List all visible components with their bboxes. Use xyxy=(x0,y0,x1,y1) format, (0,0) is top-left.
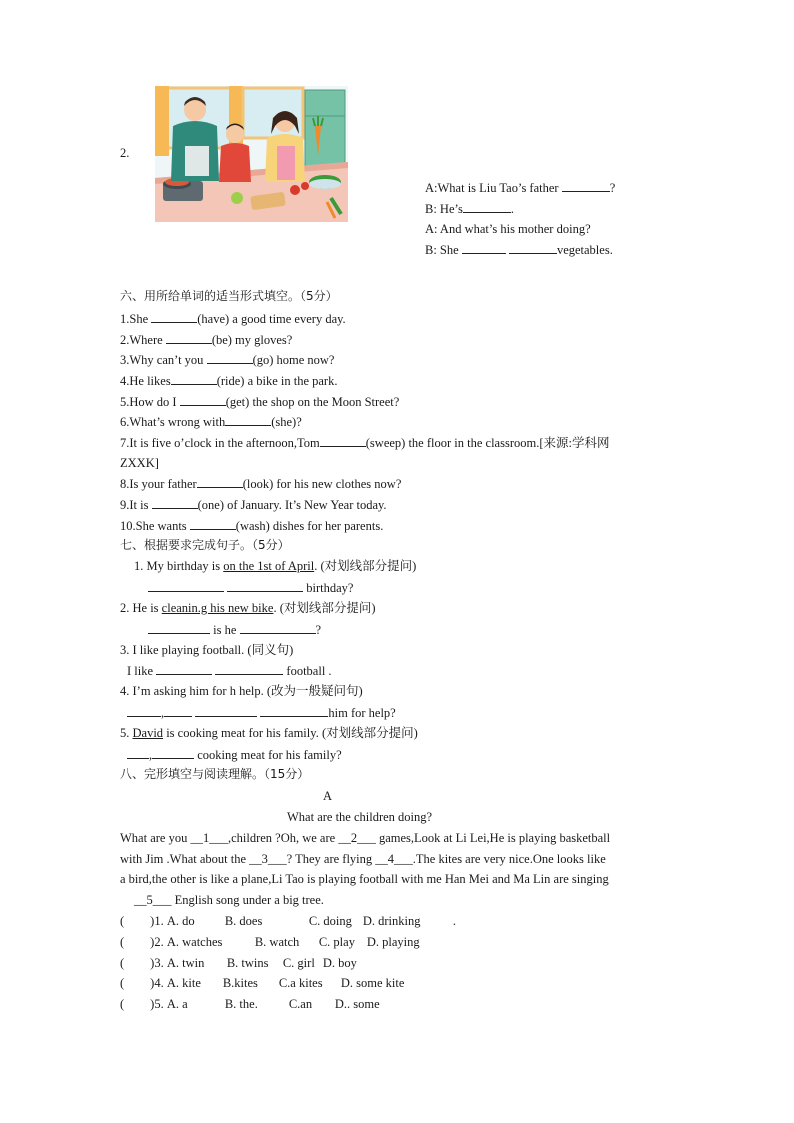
passage-line-3: a bird,the other is like a plane,Li Tao is playing football with me Han Mei and Ma Lin are singing xyxy=(120,872,609,886)
option[interactable]: A. a xyxy=(166,997,188,1011)
s7-q1: 1. My birthday is on the 1st of April. (对划线部分提问) xyxy=(134,559,417,573)
option[interactable]: D.. some xyxy=(334,997,380,1011)
section8-heading: 八、完形填空与阅读理解。（15分） xyxy=(120,767,310,781)
passage-line-2: with Jim .What about the __3___? They are flying __4___.The kites are very nice.One looks like xyxy=(120,852,606,866)
choice-row-2: ( )2. A. watches B. watch C. play D. playing xyxy=(120,935,437,950)
s6-item-10: 10.She wants (wash) dishes for her parents. xyxy=(120,519,384,533)
choice-row-3: ( )3. A. twin B. twins C. girl D. boy xyxy=(120,956,373,971)
option[interactable]: D. playing xyxy=(366,935,420,949)
dialogue-line-3: A: And what’s his mother doing? xyxy=(425,222,591,236)
s6-item-7-cont: ZXXK] xyxy=(120,456,159,470)
dialogue-line-2: B: He’s . xyxy=(425,202,514,216)
choice-row-4: ( )4. A. kite B.kites C.a kites D. some kite xyxy=(120,976,421,991)
section6-heading: 六、用所给单词的适当形式填空。（5分） xyxy=(120,289,338,303)
s7-q1-answer: birthday? xyxy=(148,580,353,596)
option[interactable]: D. drinking xyxy=(362,914,421,928)
option[interactable]: C. doing xyxy=(308,914,352,928)
option[interactable]: D. some kite xyxy=(340,976,405,990)
s7-q4: 4. I’m asking him for h help. (改为一般疑问句) xyxy=(120,684,363,698)
s7-q4-answer: , him for help? xyxy=(127,705,396,721)
passage-line-4: __5___ English song under a big tree. xyxy=(134,893,324,907)
kitchen-family-illustration xyxy=(155,86,348,222)
passage-title: What are the children doing? xyxy=(287,810,433,824)
option[interactable]: B. twins xyxy=(226,956,269,970)
option[interactable]: A. twin xyxy=(166,956,205,970)
option[interactable]: C.a kites xyxy=(278,976,323,990)
s6-item-2: 2.Where (be) my gloves? xyxy=(120,333,293,347)
s6-item-3: 3.Why can’t you (go) home now? xyxy=(120,353,335,367)
dialogue-line-4: B: She vegetables. xyxy=(425,243,613,257)
s6-item-1: 1.She (have) a good time every day. xyxy=(120,312,346,326)
choice-row-1: ( )1. A. do B. does C. doing D. drinking . xyxy=(120,914,456,928)
s6-item-4: 4.He likes (ride) a bike in the park. xyxy=(120,374,338,388)
option[interactable]: B.kites xyxy=(222,976,258,990)
s6-item-7: 7.It is five o’clock in the afternoon,Tom (sweep) the floor in the classroom.[来源:学科网 xyxy=(120,436,610,450)
dialogue-line-1: A:What is Liu Tao’s father ? xyxy=(425,181,616,195)
option[interactable]: D. boy xyxy=(322,956,357,970)
s6-item-8: 8.Is your father (look) for his new clothes now? xyxy=(120,477,402,491)
part-label: A xyxy=(323,789,333,803)
s7-q2-answer: is he ? xyxy=(148,622,321,638)
option[interactable]: C. girl xyxy=(282,956,315,970)
passage-line-1: What are you __1___,children ?Oh, we are __2___ games,Look at Li Lei,He is playing basketball xyxy=(120,831,611,845)
s7-q3-answer: I like football . xyxy=(127,664,332,678)
choice-row-5: ( )5. A. a B. the. C.an D.. some xyxy=(120,997,405,1012)
s7-q2: 2. He is cleanin.g his new bike. (对划线部分提问) xyxy=(120,601,376,615)
s6-item-6: 6.What’s wrong with (she)? xyxy=(120,415,302,429)
option[interactable]: A. watches xyxy=(166,935,223,949)
option[interactable]: B. the. xyxy=(224,997,258,1011)
s7-q5: 5. David is cooking meat for his family. (对划线部分提问) xyxy=(120,726,418,740)
s6-item-5: 5.How do I (get) the shop on the Moon Street? xyxy=(120,395,400,409)
s7-q3: 3. I like playing football. (同义句) xyxy=(120,643,294,657)
option[interactable]: C. play xyxy=(318,935,355,949)
option[interactable]: B. does xyxy=(224,914,263,928)
s7-q5-answer: , cooking meat for his family? xyxy=(127,747,342,763)
option[interactable]: C.an xyxy=(288,997,313,1011)
option[interactable]: A. kite xyxy=(166,976,201,990)
option[interactable]: B. watch xyxy=(254,935,300,949)
question-number: 2. xyxy=(120,146,130,160)
section7-heading: 七、根据要求完成句子。（5分） xyxy=(120,538,290,552)
s6-item-9: 9.It is (one) of January. It’s New Year today. xyxy=(120,498,387,512)
option[interactable]: A. do xyxy=(166,914,195,928)
